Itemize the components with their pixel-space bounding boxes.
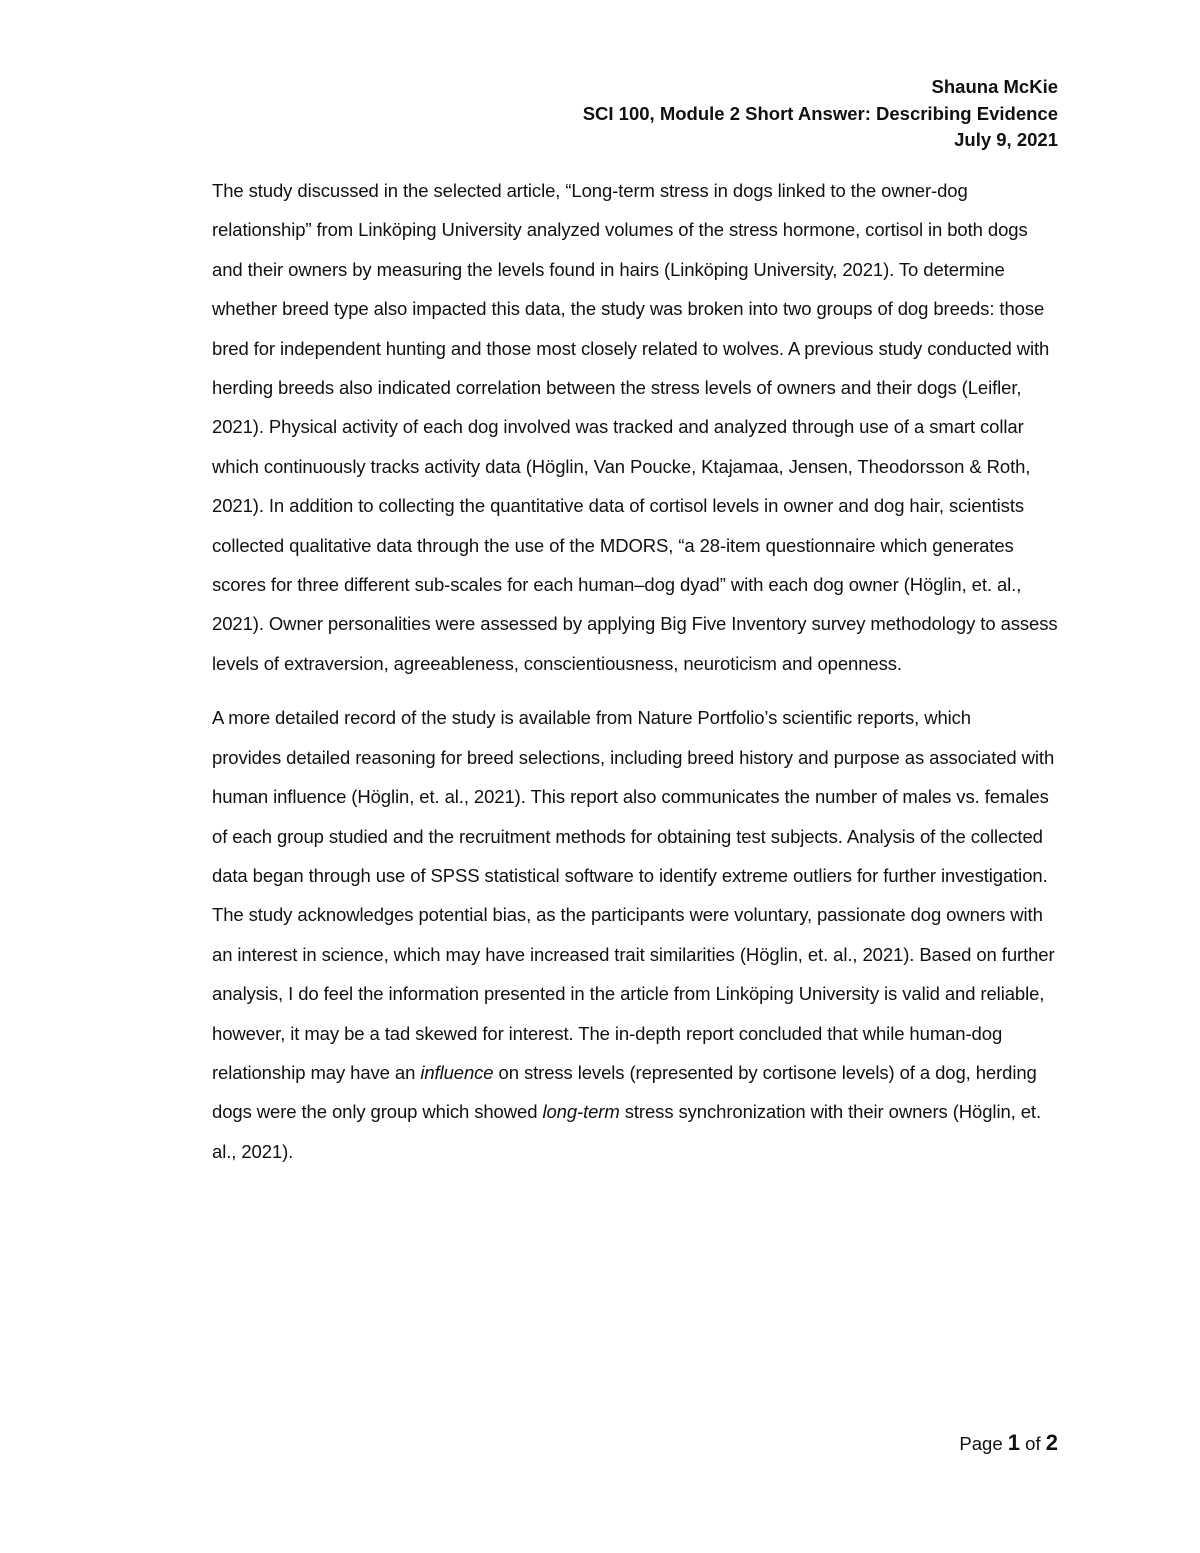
text-line: The study discussed in the selected article, “Long-term stress in dogs linked to the owner-dog (212, 180, 968, 201)
document-header (583, 74, 1058, 154)
text-line: levels of extraversion, agreeableness, conscientiousness, neuroticism and openness. (212, 652, 902, 674)
text-line: and their owners by measuring the levels found in hairs (Linköping University, 2021). To determine (212, 258, 1005, 280)
text-line (142, 1053, 1060, 1092)
text-line: data began through use of SPSS statistical software to identify extreme outliers for further investigation. (212, 864, 1048, 886)
text-line: whether breed type also impacted this data, the study was broken into two groups of dog breeds: those (212, 298, 1045, 320)
text-line: The study acknowledges potential bias, as the participants were voluntary, passionate dog owners with (212, 904, 1043, 926)
page-label: Page (959, 1433, 1008, 1454)
text-line: however, it may be a tad skewed for interest. The in-depth report concluded that while human-dog (212, 1022, 1003, 1044)
text-run: relationship may have an (212, 1061, 421, 1083)
text-line: human influence (Höglin, et. al., 2021). This report also communicates the number of males vs. females (212, 786, 1049, 808)
text-line: herding breeds also indicated correlation between the stress levels of owners and their dogs (Leifler, (212, 377, 1022, 399)
course-title: SCI 100, Module 2 Short Answer: Describing Evidence (582, 102, 1058, 124)
text-line: bred for independent hunting and those most closely related to wolves. A previous study conducted with (212, 337, 1050, 359)
page-of-label: of (1020, 1433, 1046, 1454)
italic-text: long-term (542, 1101, 620, 1123)
text-line: relationship” from Linköping University analyzed volumes of the stress hormone, cortisol in both dogs (212, 219, 1028, 241)
author-name: Shauna McKie (931, 76, 1058, 97)
current-page: 1 (1007, 1430, 1021, 1455)
text-line (142, 1092, 1060, 1131)
text-run: dogs were the only group which showed (212, 1101, 543, 1123)
text-line: al., 2021). (212, 1140, 294, 1162)
paragraph-2 (142, 698, 1060, 1171)
text-line: 2021). Physical activity of each dog involved was tracked and analyzed through use of a smart collar (212, 416, 1024, 438)
text-line: scores for three different sub-scales for each human–dog dyad” with each dog owner (Höglin, et. al., (212, 574, 1022, 596)
total-pages: 2 (1045, 1430, 1058, 1455)
document-date: July 9, 2021 (954, 129, 1058, 150)
page-number (959, 1430, 1058, 1456)
text-line: which continuously tracks activity data (Höglin, Van Poucke, Ktajamaa, Jensen, Theodorsson & Roth, (212, 455, 1031, 477)
text-line: of each group studied and the recruitment methods for obtaining test subjects. Analysis of the collected (212, 825, 1043, 847)
text-line: collected qualitative data through the use of the MDORS, “a 28-item questionnaire which generates (212, 534, 1014, 556)
text-line: 2021). In addition to collecting the quantitative data of cortisol levels in owner and dog hair, scientists (212, 495, 1025, 517)
text-line: analysis, I do feel the information presented in the article from Linköping University is valid and reliable, (212, 983, 1045, 1005)
text-line: A more detailed record of the study is available from Nature Portfolio’s scientific reports, which (212, 707, 971, 729)
text-line: 2021). Owner personalities were assessed by applying Big Five Inventory survey methodology to assess (212, 613, 1058, 635)
text-line: provides detailed reasoning for breed selections, including breed history and purpose as associated with (212, 746, 1055, 768)
document-body (142, 171, 1060, 1171)
paragraph-1 (142, 171, 1060, 683)
text-run: on stress levels (represented by cortisone levels) of a dog, herding (493, 1061, 1037, 1083)
text-line: an interest in science, which may have increased trait similarities (Höglin, et. al., 2021). Based on further (212, 943, 1055, 965)
text-run: stress synchronization with their owners (Höglin, et. (619, 1101, 1041, 1123)
italic-text: influence (420, 1061, 494, 1083)
